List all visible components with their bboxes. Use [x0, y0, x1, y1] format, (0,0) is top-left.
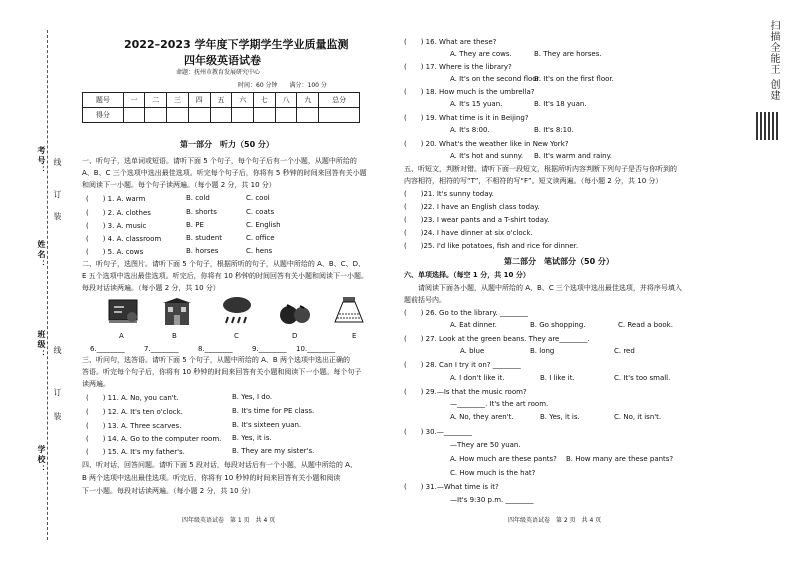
section2-instr-2: E 五个选项中选出最佳选项。听完后，你将有 10 秒钟的时间回答有关小题和阅读下一小题。: [82, 272, 369, 280]
q30-reply: —They are 50 yuan.: [450, 441, 521, 449]
bind-char-zhuang-2: 装: [53, 412, 62, 422]
q4-a: ( ) 4. A. classroom: [86, 235, 162, 243]
pic-c-rain-cloud-icon: [220, 295, 254, 327]
q17-b: B. It's on the first floor.: [534, 75, 614, 83]
q4-b: B. student: [186, 234, 223, 242]
score-input-cell[interactable]: [123, 108, 145, 123]
exam-org: 命题：抚州市教育发展研究中心: [176, 69, 261, 76]
score-cell: 题号: [83, 93, 124, 108]
section1-instr-1: 一、听句子，选单词或短语。请听下面 5 个句子，每个句子后有一个小题，从题中所给的: [82, 157, 357, 165]
q2-a: ( ) 2. A. clothes: [86, 209, 151, 217]
part1-title: 第一部分 听力（50 分）: [180, 140, 274, 149]
score-input-cell[interactable]: [297, 108, 319, 123]
school-label: 学校：: [37, 445, 46, 475]
section6-instr-1: 请阅读下面各小题，从题中所给的 A、B、C 三个选项中选出最佳选项，并将序号填入: [418, 284, 682, 292]
answer-blank-6[interactable]: 6.________: [90, 345, 125, 353]
q3-c: C. English: [246, 221, 281, 229]
bind-char-zhuang-1: 装: [53, 212, 62, 222]
pic-b-building-icon: [160, 297, 194, 329]
section2-instr-1: 二、听句子，选图片。请听下面 5 个句子，根据所听的句子，从题中所给的 A、B、C、D、: [82, 260, 365, 268]
q17-a: A. It's on the second floor.: [450, 75, 542, 83]
q28: ( ) 28. Can I try it on? ________: [404, 361, 521, 369]
exam-subtitle: 四年级英语试卷: [184, 54, 261, 67]
q16: ( ) 16. What are these?: [404, 38, 497, 46]
q18-b: B. It's 18 yuan.: [534, 100, 587, 108]
camscanner-watermark: 扫描全能王 创建: [768, 20, 779, 102]
q27-b: B. long: [530, 347, 555, 355]
score-table-score-row: [83, 108, 360, 123]
name-label: 姓名：: [37, 240, 46, 270]
q28-a: A. I don't like it.: [450, 374, 505, 382]
score-input-cell[interactable]: [275, 108, 297, 123]
q18: ( ) 18. How much is the umbrella?: [404, 88, 535, 96]
page1-footer: 四年级英语试卷 第 1 页 共 4 页: [182, 517, 276, 524]
q16-b: B. They are horses.: [534, 50, 602, 58]
score-cell: 二: [145, 93, 167, 108]
exam-time-score: 时间：60 分钟 满分：100 分: [238, 82, 327, 89]
exam-title: 2022–2023 学年度下学期学生学业质量监测: [124, 38, 349, 51]
score-cell: 九: [297, 93, 319, 108]
q26-a: A. Eat dinner.: [450, 321, 497, 329]
score-cell: 一: [123, 93, 145, 108]
section1-instr-3: 和阅读下一小题。每个句子读两遍。（每小题 2 分，共 10 分）: [82, 181, 276, 189]
binding-strip: [0, 0, 80, 561]
pic-d-tomatoes-icon: [278, 297, 312, 329]
score-cell: 四: [188, 93, 210, 108]
pic-e-label: E: [352, 332, 357, 340]
section4-instr-2: B 两个选项中选出最佳选项。听完后，你将有 10 秒钟的时间来回答有关小题和阅读: [82, 474, 341, 482]
q5-a: ( ) 5. A. cows: [86, 248, 144, 256]
bind-char-ding-1: 订: [53, 190, 62, 200]
q3-a: ( ) 3. A. music: [86, 222, 147, 230]
q14-b: B. Yes, it is.: [232, 434, 272, 442]
q15-b: B. They are my sister's.: [232, 447, 315, 455]
q31: ( ) 31.—What time is it?: [404, 483, 499, 491]
section4-instr-1: 四、听对话，回答问题。请听下面 5 段对话，每段对话后有一个小题，从题中所给的 A、: [82, 461, 357, 469]
q18-a: A. It's 15 yuan.: [450, 100, 503, 108]
q29-a: A. No, they aren't.: [450, 413, 514, 421]
q29-c: C. No, it isn't.: [614, 413, 662, 421]
q24: ( )24. I have dinner at six o'clock.: [404, 229, 533, 237]
score-table-header-row: [83, 93, 360, 108]
answer-blank-8[interactable]: 8.________: [198, 345, 233, 353]
q29-reply: —________. It's the art room.: [450, 400, 549, 408]
score-cell: 六: [232, 93, 254, 108]
q1-c: C. cool: [246, 194, 270, 202]
part2-title: 第二部分 笔试部分（50 分）: [504, 257, 614, 266]
section3-instr-1: 三、听问句，选答语。请听下面 5 个句子，从题中所给的 A、B 两个选项中选出正确的: [82, 356, 350, 364]
bind-char-xian-1: 线: [53, 158, 62, 168]
exam-number-label: 考号：: [37, 146, 46, 176]
q19-b: B. It's 8:10.: [534, 126, 574, 134]
q23: ( )23. I wear pants and a T-shirt today.: [404, 216, 550, 224]
pic-e-skirt-icon: [332, 294, 366, 326]
q27-c: C. red: [614, 347, 635, 355]
q28-b: B. I like it.: [540, 374, 575, 382]
section5-instr-2: 内容相符，相符的写“T”，不相符的写“F”。短文读两遍。（每小题 2 分，共 10 分）: [404, 177, 663, 185]
section5-instr-1: 五、听短文，判断对错。请听下面一段短文，根据所听内容判断下列句子是否与你听到的: [404, 165, 677, 173]
score-cell: 总分: [319, 93, 360, 108]
section3-instr-3: 读两遍。: [82, 380, 110, 388]
page2-footer: 四年级英语试卷 第 2 页 共 4 页: [508, 517, 602, 524]
score-cell: 五: [210, 93, 232, 108]
score-input-cell[interactable]: [254, 108, 276, 123]
q26-b: B. Go shopping.: [530, 321, 586, 329]
q30-a: A. How much are these pants?: [450, 455, 557, 463]
q5-b: B. horses: [186, 247, 219, 255]
q22: ( )22. I have an English class today.: [404, 203, 540, 211]
section3-instr-2: 答语。听完每个句子后，你将有 10 秒钟的时间来回答有关小题和阅读下一小题。每个句子: [82, 368, 362, 376]
score-input-cell[interactable]: [167, 108, 189, 123]
q12-b: B. It's time for PE class.: [232, 407, 315, 415]
q25: ( )25. I'd like potatoes, fish and rice for dinner.: [404, 242, 579, 250]
q27-a: A. blue: [460, 347, 485, 355]
score-input-cell[interactable]: [188, 108, 210, 123]
q31-reply: —It's 9:30 p.m. ________: [450, 496, 534, 504]
pic-a-blackboard-icon: [106, 297, 140, 329]
q29-b: B. Yes, it is.: [540, 413, 580, 421]
pic-b-label: B: [172, 332, 177, 340]
bind-char-ding-2: 订: [53, 388, 62, 398]
q2-b: B. shorts: [186, 208, 217, 216]
q30: ( ) 30.—________: [404, 428, 472, 436]
binding-dashed-line: [47, 30, 48, 540]
section6-instr-2: 题前括号内。: [404, 296, 446, 304]
score-input-cell[interactable]: [145, 108, 167, 123]
q17: ( ) 17. Where is the library?: [404, 63, 512, 71]
q26: ( ) 26. Go to the library. ________: [404, 309, 528, 317]
q21: ( )21. It's sunny today.: [404, 190, 494, 198]
q15-a: ( ) 15. A. It's my father's.: [86, 448, 185, 456]
qr-code-icon: [756, 112, 778, 140]
q13-a: ( ) 13. A. Three scarves.: [86, 422, 182, 430]
q11-a: ( ) 11. A. No, you can't.: [86, 394, 179, 402]
score-cell: 七: [254, 93, 276, 108]
q5-c: C. hens: [246, 247, 273, 255]
q16-a: A. They are cows.: [450, 50, 512, 58]
pic-c-label: C: [234, 332, 239, 340]
answer-blank-9[interactable]: 9.________: [252, 345, 287, 353]
q1-b: B. cold: [186, 194, 210, 202]
q3-b: B. PE: [186, 221, 204, 229]
score-input-cell[interactable]: [210, 108, 232, 123]
q14-a: ( ) 14. A. Go to the computer room.: [86, 435, 222, 443]
section2-instr-3: 每段对话读两遍。（每小题 2 分，共 10 分）: [82, 284, 220, 292]
q20-a: A. It's hot and sunny.: [450, 152, 524, 160]
q29: ( ) 29.—Is that the music room?: [404, 388, 527, 396]
q27: ( ) 27. Look at the green beans. They are________.: [404, 335, 590, 343]
answer-blank-7[interactable]: 7.________: [144, 345, 179, 353]
score-cell: 得分: [83, 108, 124, 123]
pic-d-label: D: [292, 332, 298, 340]
q28-c: C. It's too small.: [614, 374, 671, 382]
q11-b: B. Yes, I do.: [232, 393, 273, 401]
q12-a: ( ) 12. A. It's ten o'clock.: [86, 408, 183, 416]
score-input-cell[interactable]: [232, 108, 254, 123]
score-input-cell[interactable]: [319, 108, 360, 123]
score-table: [82, 92, 360, 123]
answer-blank-10[interactable]: 10.________: [296, 345, 336, 353]
section1-instr-2: A、B、C 三个选项中选出最佳选项。听完每个句子后，你将有 5 秒钟的时间来回答有关小题: [82, 169, 367, 177]
q30-b: B. How many are these pants?: [566, 455, 674, 463]
class-label: 班级：: [37, 330, 46, 360]
q2-c: C. coats: [246, 208, 275, 216]
q19: ( ) 19. What time is it in Beijing?: [404, 114, 529, 122]
q19-a: A. It's 8:00.: [450, 126, 490, 134]
q20: ( ) 20. What's the weather like in New York?: [404, 140, 569, 148]
q1-a: ( ) 1. A. warm: [86, 195, 146, 203]
q13-b: B. It's sixteen yuan.: [232, 421, 302, 429]
pic-a-label: A: [119, 332, 124, 340]
q4-c: C. office: [246, 234, 275, 242]
score-cell: 三: [167, 93, 189, 108]
q30-c: C. How much is the hat?: [450, 469, 536, 477]
q20-b: B. It's warm and rainy.: [534, 152, 612, 160]
section6-title: 六、单项选择。（每空 1 分，共 10 分）: [404, 271, 530, 279]
bind-char-xian-2: 线: [53, 346, 62, 356]
score-cell: 八: [275, 93, 297, 108]
section4-instr-3: 下一小题。每段对话读两遍。（每小题 2 分，共 10 分）: [82, 487, 255, 495]
q26-c: C. Read a book.: [618, 321, 673, 329]
